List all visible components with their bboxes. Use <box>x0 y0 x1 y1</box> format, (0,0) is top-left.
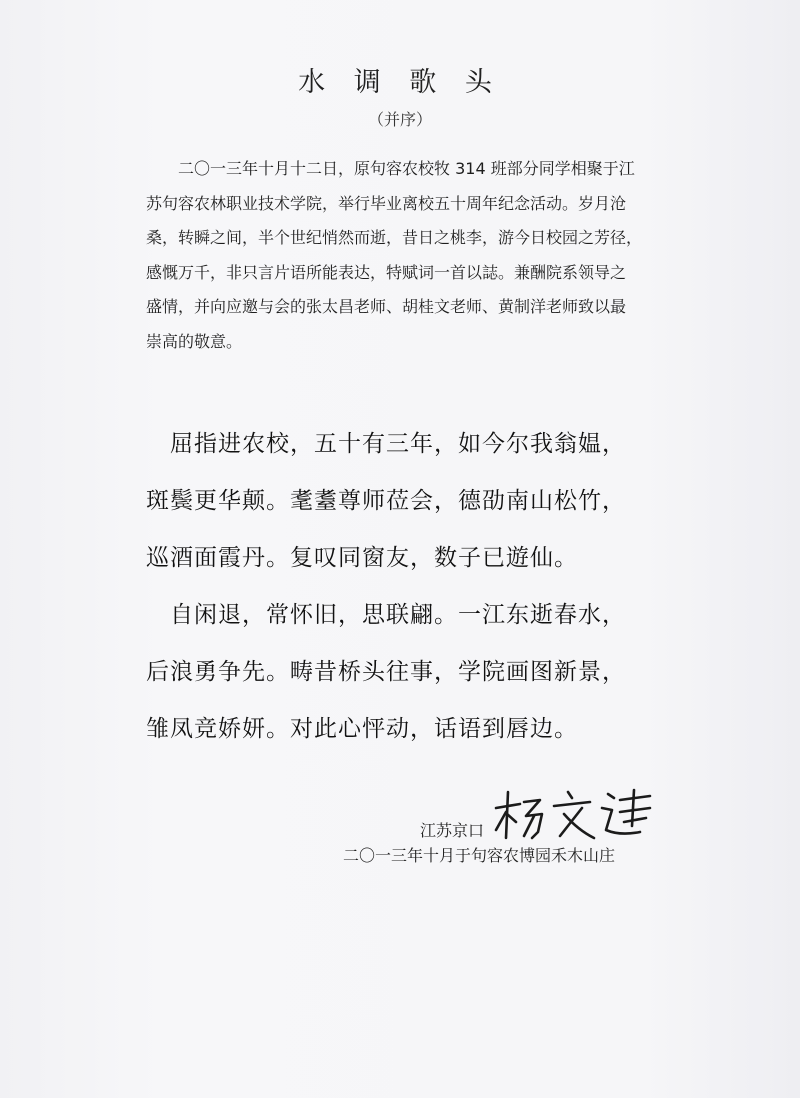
preface-line: 感慨万千，非只言片语所能表达，特赋词一首以誌。兼酬院系领导之 <box>146 262 627 282</box>
poem-title: 水 调 歌 头 <box>298 67 502 98</box>
poem-line: 雏凤竞娇妍。对此心怦动，话语到唇边。 <box>146 716 578 742</box>
poem-line: 巡酒面霞丹。复叹同窗友，数子已遊仙。 <box>146 545 578 571</box>
poem-line: 斑鬓更华颠。耄耋尊师莅会，德劭南山松竹， <box>146 488 626 514</box>
preface-line: 崇高的敬意。 <box>146 331 243 351</box>
signature-block <box>420 786 660 846</box>
poem-line: 屈指进农校，五十有三年，如今尔我翁媪， <box>146 431 626 457</box>
poem-body <box>146 416 686 758</box>
signature-place: 江苏京口 <box>420 820 485 840</box>
preface-text <box>146 152 666 359</box>
preface-line: 苏句容农林职业技术学院，举行毕业离校五十周年纪念活动。岁月沧 <box>146 193 627 213</box>
poem-subtitle: （并序） <box>367 110 432 129</box>
poem-line: 后浪勇争先。畴昔桥头往事，学院画图新景， <box>146 659 626 685</box>
preface-line: 二〇一三年十月十二日，原句容农校牧 314 班部分同学相聚于江 <box>146 159 635 178</box>
preface-line: 桑，转瞬之间，半个世纪悄然而逝，昔日之桃李，游今日校园之芳径， <box>146 228 643 247</box>
poem-line: 自闲退，常怀旧，思联翩。一江东逝春水， <box>146 602 626 628</box>
preface-line: 盛情，并向应邀与会的张太昌老师、胡桂文老师、黄制洋老师致以最 <box>146 297 627 316</box>
date-location-line: 二〇一三年十月于句容农博园禾木山庄 <box>343 846 616 865</box>
handwritten-signature <box>490 786 660 846</box>
